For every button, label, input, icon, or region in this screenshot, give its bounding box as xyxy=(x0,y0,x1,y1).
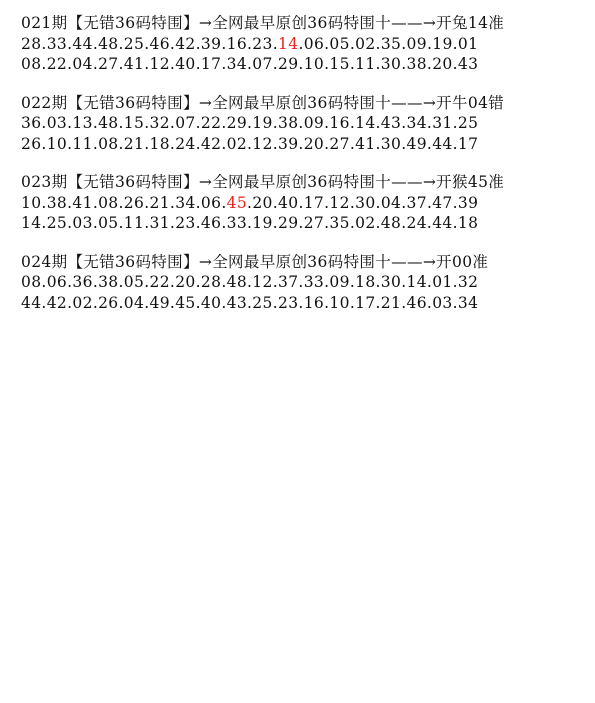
number-row xyxy=(21,34,591,55)
number-sequence: 10.38.41.08.26.21.34.06. xyxy=(21,193,227,212)
number-sequence: 36.03.13.48.15.32.07.22.29.19.38.09.16.14.43.34.31.25 xyxy=(21,114,479,132)
number-row: 14.25.03.05.11.31.23.46.33.19.29.27.35.02.48.24.44.18 xyxy=(21,214,479,232)
number-row: 26.10.11.08.21.18.24.42.02.12.39.20.27.41.30.49.44.17 xyxy=(21,134,479,153)
number-sequence: 08.06.36.38.05.22.20.28.48.12.37.33.09.18.30.14.01.32 xyxy=(21,273,479,291)
period-block-024 xyxy=(21,252,591,314)
number-row: 08.22.04.27.41.12.40.17.34.07.29.10.15.11.30.38.20.43 xyxy=(21,55,479,73)
period-block-021 xyxy=(21,13,591,75)
period-header: 023期【无错36码特围】→全网最早原创36码特围十——→开猴45准 xyxy=(21,173,505,191)
number-sequence: .20.40.17.12.30.04.37.47.39 xyxy=(247,193,479,212)
number-row xyxy=(21,272,591,293)
number-row xyxy=(21,113,591,134)
period-header: 024期【无错36码特围】→全网最早原创36码特围十——→开00准 xyxy=(21,252,489,271)
number-row xyxy=(21,193,591,214)
winning-number: 45 xyxy=(226,193,248,212)
period-header: 021期【无错36码特围】→全网最早原创36码特围十——→开兔14准 xyxy=(21,14,505,32)
number-row: 44.42.02.26.04.49.45.40.43.25.23.16.10.17.21.46.03.34 xyxy=(21,293,479,312)
period-block-023 xyxy=(21,172,591,234)
number-sequence: 28.33.44.48.25.46.42.39.16.23. xyxy=(21,34,279,53)
number-sequence: .06.05.02.35.09.19.01 xyxy=(298,34,479,53)
winning-number: 14 xyxy=(278,34,299,53)
prediction-document xyxy=(21,13,591,331)
period-block-022 xyxy=(21,93,591,155)
period-header: 022期【无错36码特围】→全网最早原创36码特围十——→开牛04错 xyxy=(21,93,505,112)
